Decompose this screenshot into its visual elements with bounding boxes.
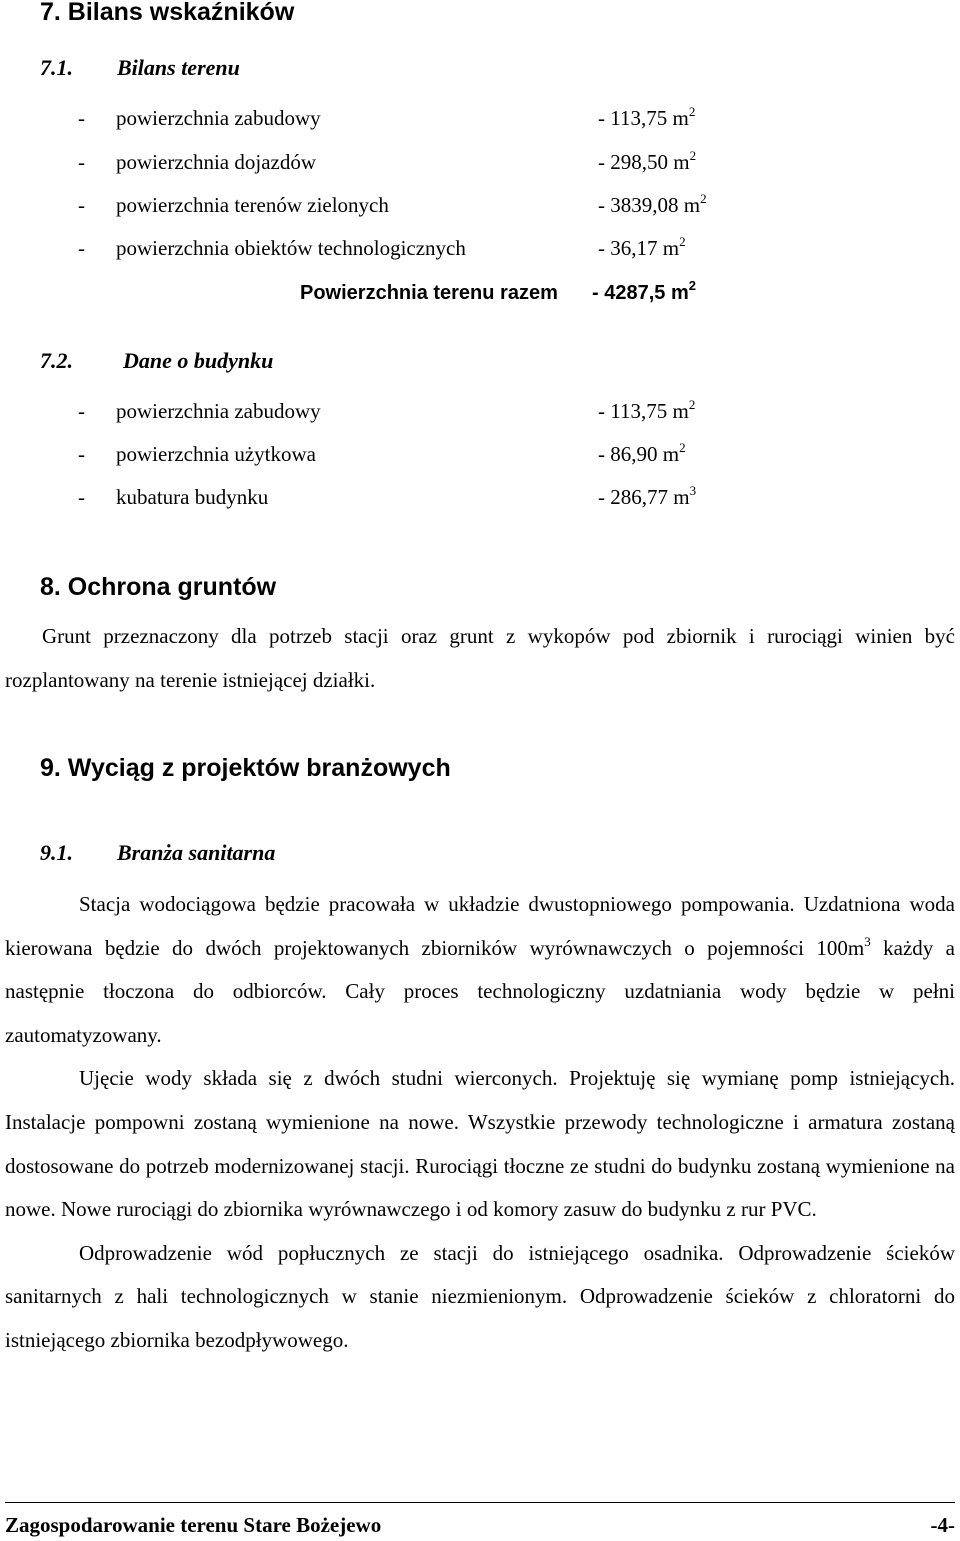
item-label: powierzchnia zabudowy [116,399,321,423]
item-label: powierzchnia obiektów technologicznych [116,236,466,260]
subsection-9-1-title: Branża sanitarna [117,840,276,865]
paragraph: Odprowadzenie wód popłucznych ze stacji do istniejącego osadnika. Odprowadzenie ścieków sanitarnych z hali technologicznych w stanie niezmienionym. Odprowadzenie ścieków z chloratorni do istniejącego zbiornika bezodpływowego. [5,1240,955,1352]
section-9-heading: 9. Wyciąg z projektów branżowych [40,754,451,782]
section-7-heading: 7. Bilans wskaźników [40,0,295,26]
item-label: powierzchnia dojazdów [116,150,317,174]
list-dash: - [78,485,85,509]
subsection-7-2-number: 7.2. [40,348,73,373]
item-value: - 113,75 $m^2$ [598,397,696,423]
page-number: -4- [930,1513,955,1537]
list-dash: - [78,399,85,423]
list-item [78,236,466,261]
item-value: - 3839,08 $m^2$ [598,191,707,217]
item-value: - 113,75 $m^2$ [598,104,696,130]
total-value: - 4287,5 $m^2$ [592,278,696,304]
item-value: - 286,77 $m^3$ [598,483,697,509]
item-label: powierzchnia użytkowa [116,442,317,466]
list-item [78,399,321,424]
list-item [78,485,268,510]
item-value: - 86,90 $m^2$ [598,440,686,466]
list-dash: - [78,236,85,260]
item-label: powierzchnia terenów zielonych [116,193,389,217]
paragraph: Ujęcie wody składa się z dwóch studni wierconych. Projektuję się wymianę pomp istniejących. Instalacje pompowni zostaną wymienione na nowe. Wszystkie przewody technologiczne i armatura zostaną dostosowane do potrzeb modernizowanej stacji. Rurociągi tłoczne ze studni do budynku zostaną wymienione na nowe. Nowe rurociągi do zbiornika wyrównawczego i od komory zasuw do budynku z rur PVC. [5,1066,955,1222]
footer-title: Zagospodarowanie terenu Stare Bożejewo [5,1513,382,1537]
sanitary-description [5,883,955,1363]
paragraph-text: Grunt przeznaczony dla potrzeb stacji oraz grunt z wykopów pod zbiornik i rurociągi winien być rozplantowany na terenie istniejącej działki. [5,624,955,692]
list-dash: - [78,150,85,174]
list-dash: - [78,106,85,130]
soil-protection-paragraph [5,615,955,702]
list-dash: - [78,193,85,217]
item-label: powierzchnia zabudowy [116,106,321,130]
paragraph: Stacja wodociągowa będzie pracowała w układzie dwustopniowego pompowania. Uzdatniona woda kierowana będzie do dwóch projektowanych zbiorników wyrównawczych o pojemności $100m^3$ każdy a następnie tłoczona do odbiorców. Cały proces technologiczny uzdatniania wody będzie w pełni zautomatyzowany. [5,892,956,1047]
item-value: - 36,17 $m^2$ [598,234,686,260]
list-item [78,150,316,175]
list-dash: - [78,442,85,466]
item-label: kubatura budynku [116,485,269,509]
total-label: Powierzchnia terenu razem [300,282,558,304]
item-value: - 298,50 $m^2$ [598,148,697,174]
list-item [78,106,321,131]
footer-divider [5,1502,955,1503]
subsection-7-2-title: Dane o budynku [123,348,274,373]
list-item [78,193,389,218]
subsection-7-1-number: 7.1. [40,55,73,80]
subsection-7-1-title: Bilans terenu [117,55,240,80]
section-8-heading: 8. Ochrona gruntów [40,573,277,601]
subsection-9-1-number: 9.1. [40,840,73,865]
list-item [78,442,316,467]
